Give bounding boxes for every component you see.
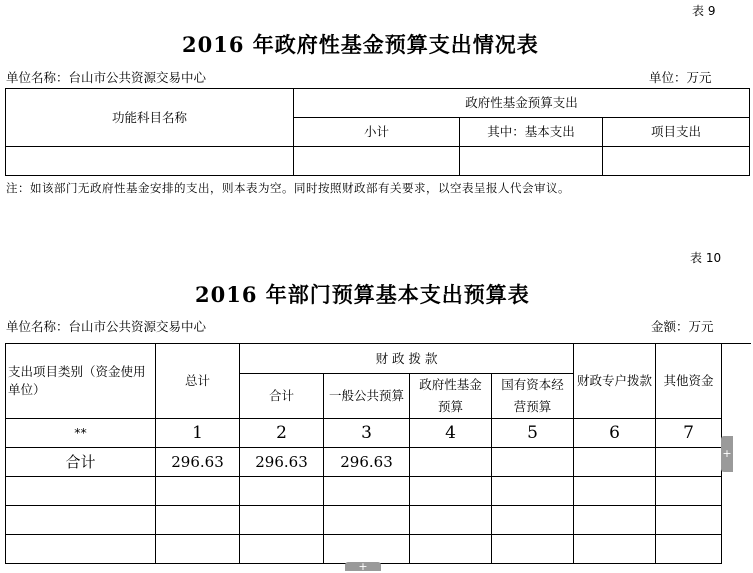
table-cell[interactable]	[656, 535, 722, 564]
header-state-capital-budget: 国有资本经营预算	[492, 374, 574, 419]
table10-unit: 金额：万元	[651, 319, 714, 334]
expand-row-handle[interactable]: +	[345, 562, 381, 571]
index-cell: 2	[240, 419, 324, 448]
table9-note: 注：如该部门无政府性基金安排的支出，则本表为空。同时按照财政部有关要求，以空表呈报人代会审议。	[6, 181, 570, 195]
table-cell[interactable]	[156, 535, 240, 564]
index-cell: 3	[324, 419, 410, 448]
index-cell: 1	[156, 419, 240, 448]
table10-title: 2016 年部门预算基本支出预算表	[195, 282, 530, 307]
table10-grid	[5, 343, 722, 564]
table-cell[interactable]	[460, 147, 603, 176]
header-subject: 功能科目名称	[6, 89, 294, 147]
table-cell[interactable]	[240, 506, 324, 535]
index-cell: 6	[574, 419, 656, 448]
header-basic-expense: 其中：基本支出	[460, 118, 603, 147]
table10-unit-name: 单位名称：台山市公共资源交易中心	[6, 319, 207, 334]
header-subtotal: 小计	[294, 118, 460, 147]
table-cell[interactable]	[294, 147, 460, 176]
table-row	[6, 477, 722, 506]
table-cell[interactable]	[410, 535, 492, 564]
table-cell[interactable]	[6, 535, 156, 564]
table-cell[interactable]	[324, 477, 410, 506]
header-total: 总计	[156, 344, 240, 419]
table-row	[6, 506, 722, 535]
table10-label: 表 10	[690, 251, 722, 265]
table-cell[interactable]	[492, 535, 574, 564]
table-cell[interactable]	[492, 506, 574, 535]
index-cell: **	[6, 419, 156, 448]
table-row	[6, 147, 750, 176]
header-special-account: 财政专户拨款	[574, 344, 656, 419]
table-cell[interactable]	[240, 535, 324, 564]
table9-grid	[5, 88, 750, 176]
total-row-label: 合计	[6, 448, 156, 477]
table-cell[interactable]	[156, 506, 240, 535]
table-cell[interactable]	[492, 448, 574, 477]
index-cell: 4	[410, 419, 492, 448]
table-cell[interactable]	[574, 448, 656, 477]
table-cell[interactable]	[410, 506, 492, 535]
table-cell[interactable]	[6, 147, 294, 176]
total-row-total[interactable]: 296.63	[156, 448, 240, 477]
table9-unit: 单位：万元	[649, 70, 712, 85]
table9-label: 表 9	[692, 4, 716, 18]
header-gov-fund-expense: 政府性基金预算支出	[294, 89, 750, 118]
table-cell[interactable]	[574, 535, 656, 564]
index-row	[6, 419, 722, 448]
table-cell[interactable]	[492, 477, 574, 506]
header-fiscal-appropriation: 财 政 拨 款	[240, 344, 574, 374]
table-cell[interactable]	[656, 506, 722, 535]
total-row	[6, 448, 722, 477]
table-cell[interactable]	[240, 477, 324, 506]
header-sum: 合计	[240, 374, 324, 419]
header-general-budget: 一般公共预算	[324, 374, 410, 419]
table-cell[interactable]	[656, 477, 722, 506]
expand-column-handle[interactable]: +	[721, 436, 733, 472]
table-cell[interactable]	[6, 477, 156, 506]
header-category: 支出项目类别（资金使用单位）	[6, 344, 156, 419]
table-cell[interactable]	[656, 448, 722, 477]
table-cell[interactable]	[410, 477, 492, 506]
index-cell: 7	[656, 419, 722, 448]
row-border-extension	[721, 343, 751, 344]
table-cell[interactable]	[324, 506, 410, 535]
total-row-general[interactable]: 296.63	[324, 448, 410, 477]
table-cell[interactable]	[574, 506, 656, 535]
table-cell[interactable]	[574, 477, 656, 506]
table-cell[interactable]	[603, 147, 750, 176]
header-other-funds: 其他资金	[656, 344, 722, 419]
header-project-expense: 项目支出	[603, 118, 750, 147]
table-cell[interactable]	[410, 448, 492, 477]
index-cell: 5	[492, 419, 574, 448]
table-cell[interactable]	[156, 477, 240, 506]
header-gov-fund-budget: 政府性基金预算	[410, 374, 492, 419]
table-cell[interactable]	[6, 506, 156, 535]
table9-title: 2016 年政府性基金预算支出情况表	[182, 32, 539, 57]
total-row-sum[interactable]: 296.63	[240, 448, 324, 477]
table9-unit-name: 单位名称：台山市公共资源交易中心	[6, 70, 207, 85]
